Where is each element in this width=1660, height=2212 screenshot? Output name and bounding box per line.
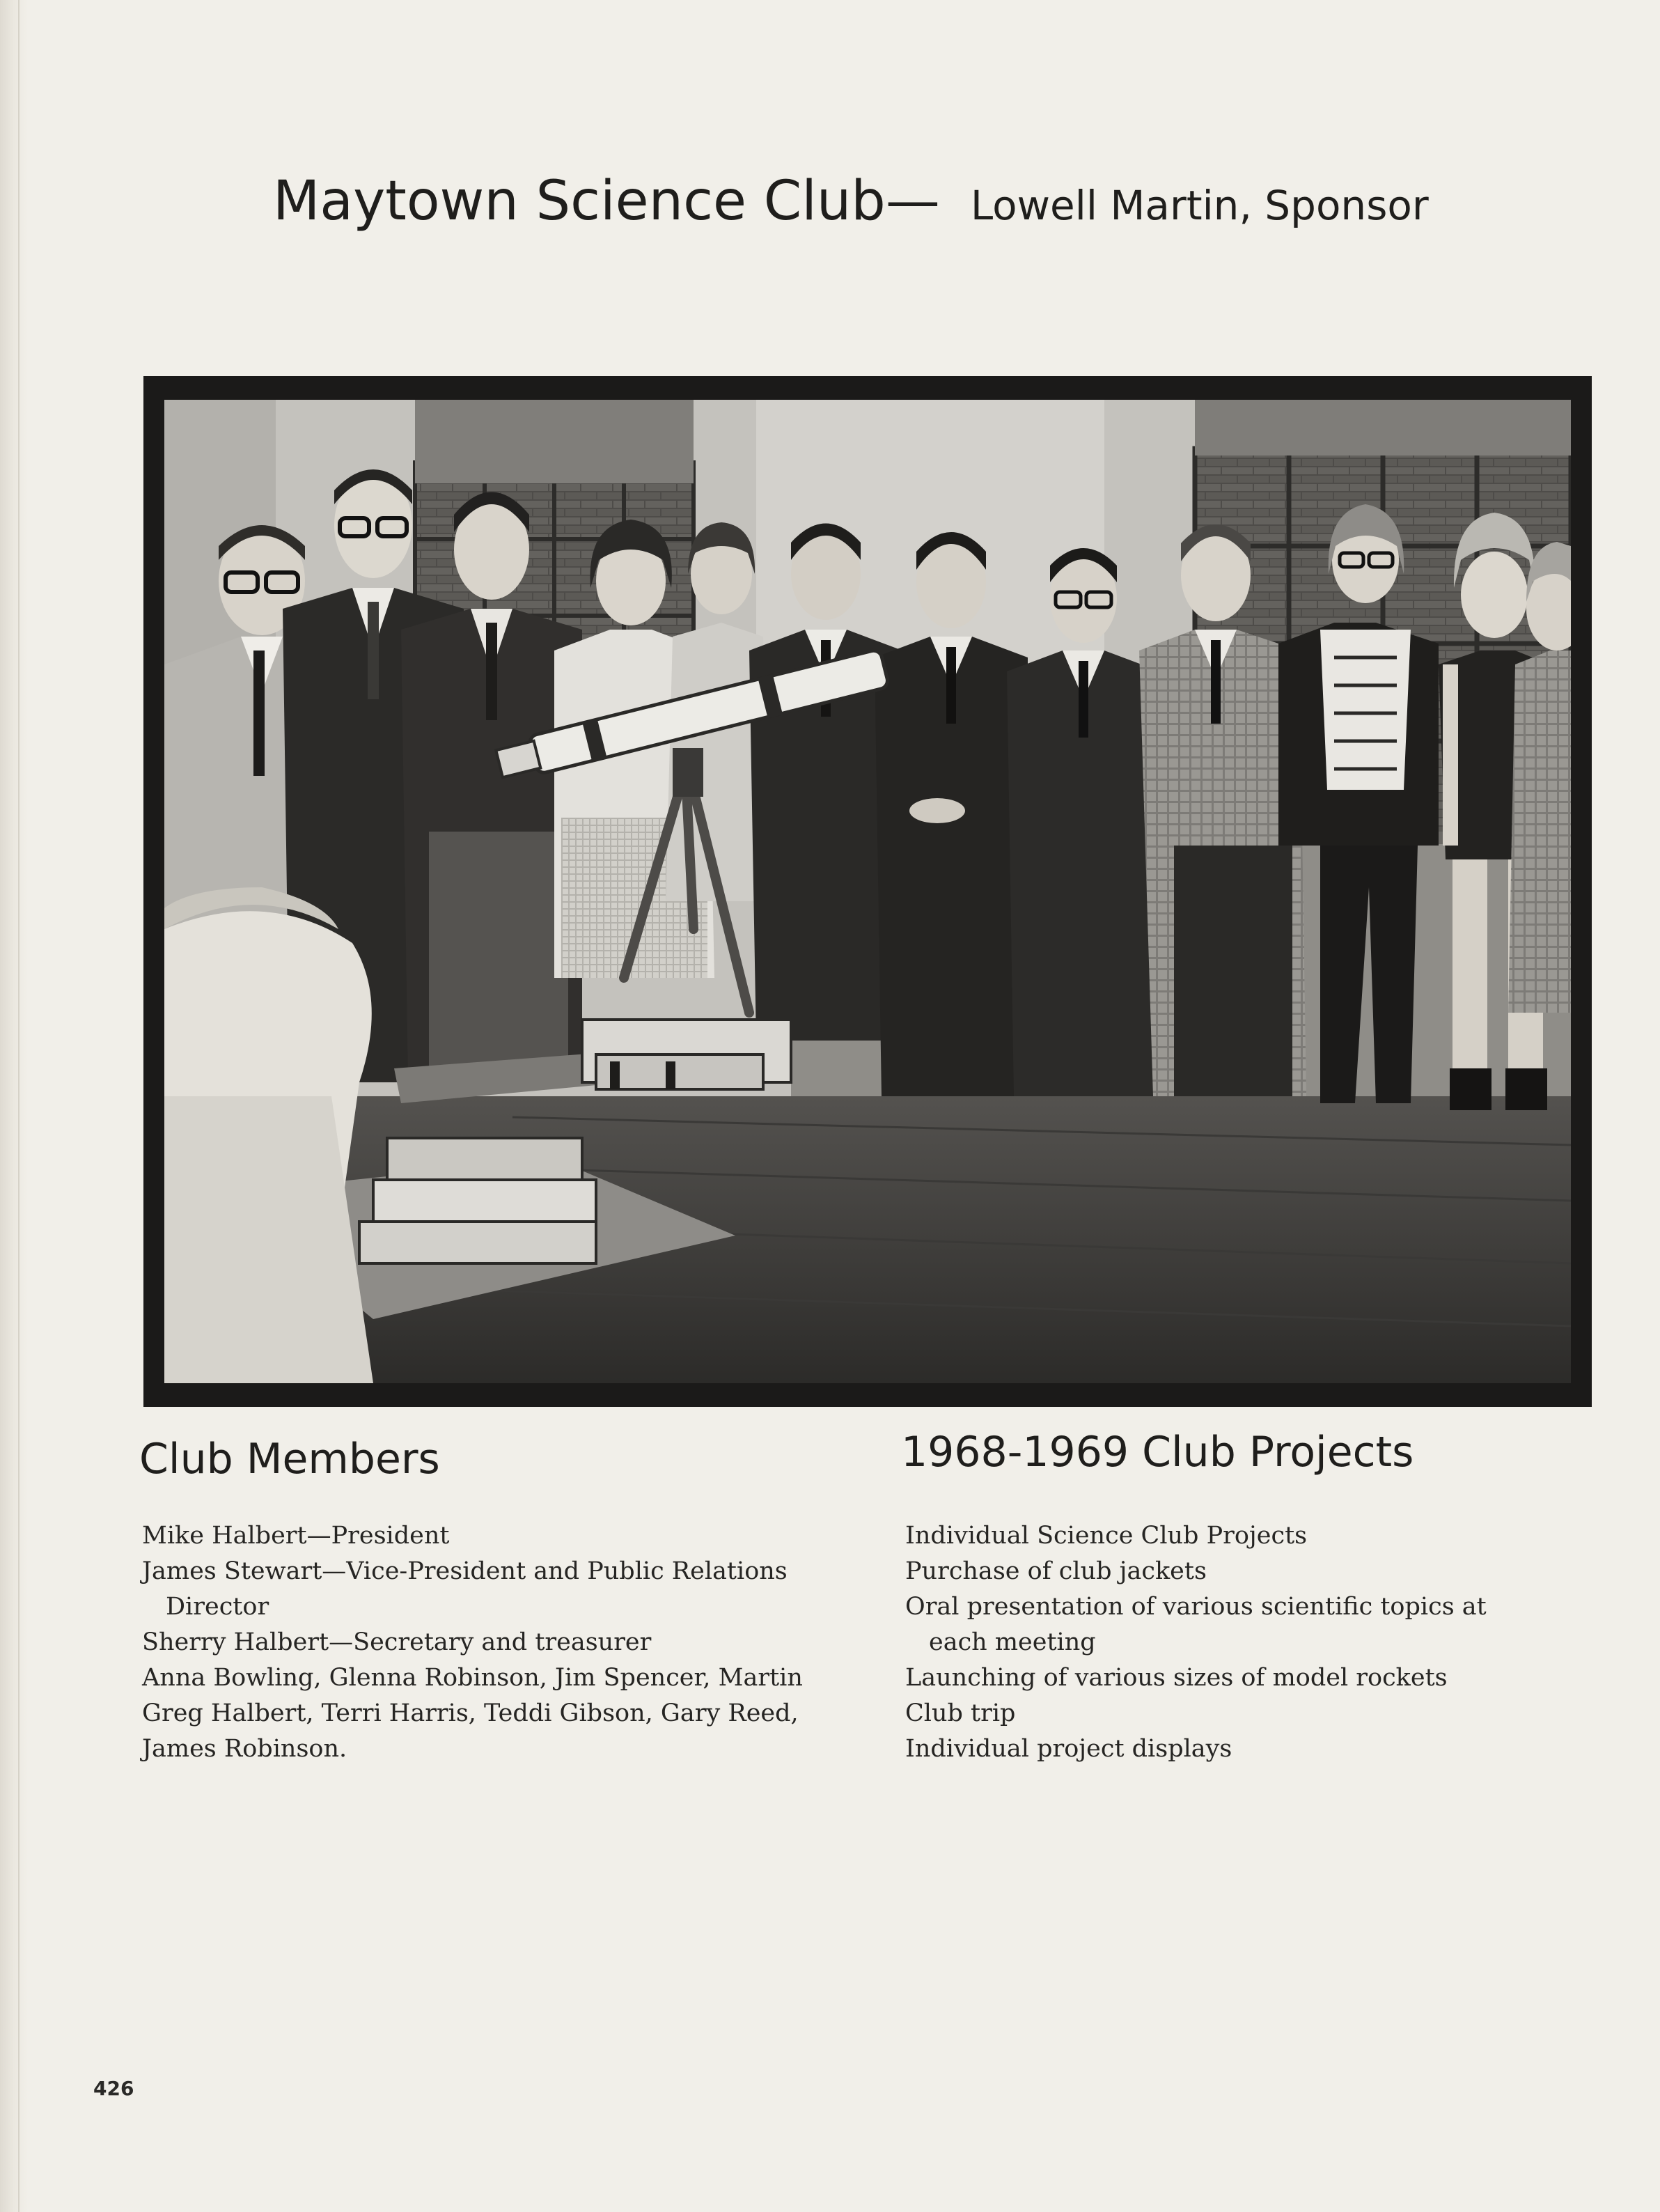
project-item: Launching of various sizes of model rockets xyxy=(905,1664,1448,1692)
member-item: Sherry Halbert—Secretary and treasurer xyxy=(142,1628,652,1656)
club-projects-heading: 1968-1969 Club Projects xyxy=(901,1428,1414,1477)
club-members-list xyxy=(142,1518,852,1767)
page-title: Maytown Science Club— xyxy=(273,170,940,233)
project-item: Individual Science Club Projects xyxy=(905,1522,1308,1550)
page-binding-line xyxy=(18,0,19,2212)
member-item: James Stewart—Vice-President and Public Relations Director xyxy=(142,1557,788,1621)
club-photo-illustration xyxy=(164,400,1571,1383)
club-members-heading: Club Members xyxy=(139,1435,440,1483)
sponsor-line: Lowell Martin, Sponsor xyxy=(970,182,1429,229)
project-item: Club trip xyxy=(905,1699,1016,1727)
page-header xyxy=(273,170,1526,247)
project-item: Individual project displays xyxy=(905,1735,1232,1763)
club-projects-list xyxy=(905,1518,1532,1767)
member-item: Anna Bowling, Glenna Robinson, Jim Spencer, Martin Greg Halbert, Terri Harris, Teddi Gibson, Gary Reed, James Robinson. xyxy=(142,1664,803,1763)
project-item: Purchase of club jackets xyxy=(905,1557,1207,1585)
page-number: 426 xyxy=(93,2077,134,2100)
club-photo-frame xyxy=(143,376,1592,1407)
club-group-photo xyxy=(164,400,1571,1383)
member-item: Mike Halbert—President xyxy=(142,1522,450,1550)
page-binding-edge xyxy=(0,0,28,2212)
project-item: Oral presentation of various scientific topics at each meeting xyxy=(905,1593,1487,1656)
